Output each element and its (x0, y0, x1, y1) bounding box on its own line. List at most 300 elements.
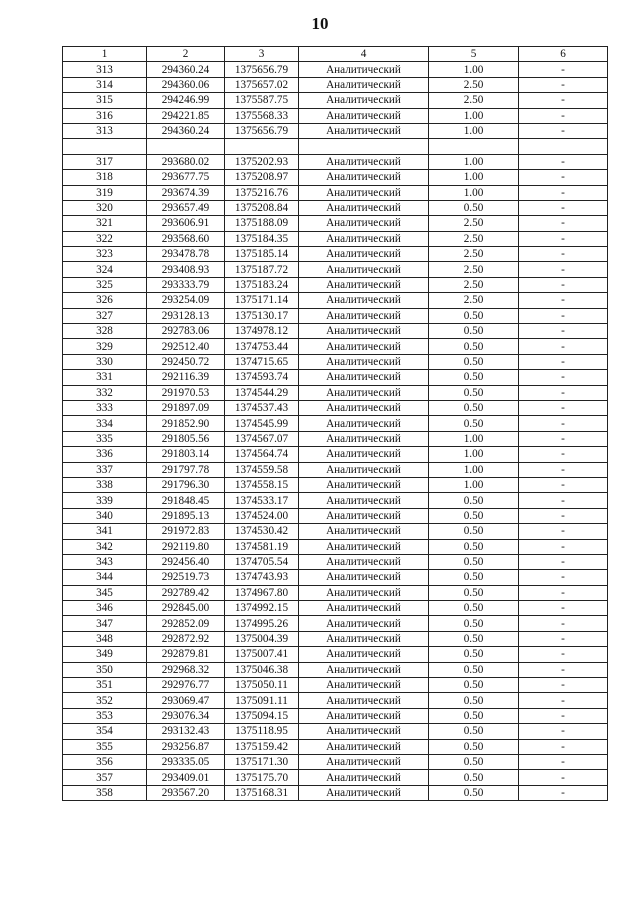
y-coordinate-cell: 1374524.00 (225, 508, 299, 523)
point-number-cell: 345 (63, 585, 147, 600)
column-header: 4 (299, 47, 429, 62)
accuracy-cell: 0.50 (429, 324, 519, 339)
point-number-cell: 330 (63, 354, 147, 369)
point-number-cell: 322 (63, 231, 147, 246)
table-row (63, 477, 608, 492)
description-cell: - (519, 308, 608, 323)
description-cell: - (519, 370, 608, 385)
y-coordinate-cell: 1375185.14 (225, 247, 299, 262)
table-row (63, 293, 608, 308)
table-row (63, 447, 608, 462)
y-coordinate-cell: 1375208.97 (225, 170, 299, 185)
point-number-cell: 317 (63, 154, 147, 169)
accuracy-cell: 2.50 (429, 262, 519, 277)
y-coordinate-cell: 1375171.30 (225, 754, 299, 769)
accuracy-cell: 2.50 (429, 277, 519, 292)
accuracy-cell: 0.50 (429, 370, 519, 385)
table-row (63, 185, 608, 200)
method-cell: Аналитический (299, 93, 429, 108)
x-coordinate-cell: 292783.06 (147, 324, 225, 339)
method-cell: Аналитический (299, 154, 429, 169)
column-header: 6 (519, 47, 608, 62)
description-cell: - (519, 631, 608, 646)
method-cell: Аналитический (299, 431, 429, 446)
table-row (63, 339, 608, 354)
accuracy-cell: 0.50 (429, 554, 519, 569)
description-cell: - (519, 185, 608, 200)
accuracy-cell: 1.00 (429, 185, 519, 200)
description-cell: - (519, 400, 608, 415)
accuracy-cell: 1.00 (429, 447, 519, 462)
y-coordinate-cell: 1375007.41 (225, 647, 299, 662)
y-coordinate-cell: 1375188.09 (225, 216, 299, 231)
method-cell: Аналитический (299, 585, 429, 600)
header-row (63, 47, 608, 62)
accuracy-cell: 2.50 (429, 293, 519, 308)
description-cell: - (519, 293, 608, 308)
x-coordinate-cell: 293128.13 (147, 308, 225, 323)
accuracy-cell: 1.00 (429, 108, 519, 123)
method-cell: Аналитический (299, 416, 429, 431)
point-number-cell: 346 (63, 601, 147, 616)
method-cell: Аналитический (299, 62, 429, 77)
y-coordinate-cell: 1375159.42 (225, 739, 299, 754)
table-row (63, 93, 608, 108)
point-number-cell: 314 (63, 77, 147, 92)
x-coordinate-cell: 291803.14 (147, 447, 225, 462)
accuracy-cell: 0.50 (429, 539, 519, 554)
description-cell: - (519, 647, 608, 662)
accuracy-cell: 0.50 (429, 647, 519, 662)
y-coordinate-cell: 1374567.07 (225, 431, 299, 446)
point-number-cell: 343 (63, 554, 147, 569)
point-number-cell: 334 (63, 416, 147, 431)
description-cell: - (519, 154, 608, 169)
point-number-cell: 347 (63, 616, 147, 631)
description-cell: - (519, 739, 608, 754)
x-coordinate-cell: 291848.45 (147, 493, 225, 508)
column-header: 3 (225, 47, 299, 62)
x-coordinate-cell: 294360.24 (147, 123, 225, 138)
x-coordinate-cell: 293408.93 (147, 262, 225, 277)
method-cell: Аналитический (299, 447, 429, 462)
point-number-cell: 335 (63, 431, 147, 446)
x-coordinate-cell: 294360.06 (147, 77, 225, 92)
accuracy-cell: 0.50 (429, 785, 519, 800)
description-cell: - (519, 123, 608, 138)
y-coordinate-cell: 1375216.76 (225, 185, 299, 200)
y-coordinate-cell: 1374995.26 (225, 616, 299, 631)
table-row (63, 324, 608, 339)
point-number-cell: 333 (63, 400, 147, 415)
accuracy-cell: 1.00 (429, 154, 519, 169)
x-coordinate-cell: 291970.53 (147, 385, 225, 400)
description-cell: - (519, 708, 608, 723)
point-number-cell: 319 (63, 185, 147, 200)
x-coordinate-cell: 292852.09 (147, 616, 225, 631)
accuracy-cell: 0.50 (429, 385, 519, 400)
table-row (63, 739, 608, 754)
point-number-cell: 336 (63, 447, 147, 462)
table-row (63, 647, 608, 662)
description-cell: - (519, 601, 608, 616)
description-cell: - (519, 200, 608, 215)
description-cell (519, 139, 608, 154)
description-cell: - (519, 77, 608, 92)
x-coordinate-cell: 294360.24 (147, 62, 225, 77)
point-number-cell: 344 (63, 570, 147, 585)
point-number-cell: 348 (63, 631, 147, 646)
accuracy-cell: 0.50 (429, 631, 519, 646)
table-row (63, 724, 608, 739)
x-coordinate-cell: 293677.75 (147, 170, 225, 185)
method-cell: Аналитический (299, 385, 429, 400)
method-cell: Аналитический (299, 354, 429, 369)
table-row (63, 601, 608, 616)
point-number-cell: 353 (63, 708, 147, 723)
x-coordinate-cell: 293254.09 (147, 293, 225, 308)
y-coordinate-cell: 1375046.38 (225, 662, 299, 677)
description-cell: - (519, 324, 608, 339)
y-coordinate-cell: 1375657.02 (225, 77, 299, 92)
accuracy-cell: 0.50 (429, 601, 519, 616)
page-number: 10 (311, 14, 329, 33)
method-cell: Аналитический (299, 524, 429, 539)
x-coordinate-cell: 293069.47 (147, 693, 225, 708)
description-cell: - (519, 493, 608, 508)
table-row (63, 631, 608, 646)
x-coordinate-cell: 292456.40 (147, 554, 225, 569)
method-cell: Аналитический (299, 739, 429, 754)
x-coordinate-cell: 293335.05 (147, 754, 225, 769)
method-cell: Аналитический (299, 108, 429, 123)
method-cell: Аналитический (299, 493, 429, 508)
accuracy-cell: 0.50 (429, 416, 519, 431)
description-cell: - (519, 524, 608, 539)
accuracy-cell: 2.50 (429, 231, 519, 246)
accuracy-cell: 1.00 (429, 431, 519, 446)
accuracy-cell: 2.50 (429, 216, 519, 231)
table-row (63, 539, 608, 554)
accuracy-cell: 0.50 (429, 524, 519, 539)
method-cell: Аналитический (299, 262, 429, 277)
method-cell: Аналитический (299, 277, 429, 292)
y-coordinate-cell: 1374992.15 (225, 601, 299, 616)
method-cell: Аналитический (299, 400, 429, 415)
x-coordinate-cell: 291797.78 (147, 462, 225, 477)
x-coordinate-cell: 293568.60 (147, 231, 225, 246)
point-number-cell: 351 (63, 678, 147, 693)
accuracy-cell (429, 139, 519, 154)
method-cell: Аналитический (299, 508, 429, 523)
table-row (63, 308, 608, 323)
description-cell: - (519, 93, 608, 108)
coordinates-table (62, 46, 608, 801)
accuracy-cell: 0.50 (429, 616, 519, 631)
point-number-cell (63, 139, 147, 154)
table-row (63, 108, 608, 123)
point-number-cell: 331 (63, 370, 147, 385)
accuracy-cell: 0.50 (429, 754, 519, 769)
accuracy-cell: 0.50 (429, 354, 519, 369)
accuracy-cell: 0.50 (429, 508, 519, 523)
table-row (63, 524, 608, 539)
description-cell: - (519, 231, 608, 246)
point-number-cell: 357 (63, 770, 147, 785)
method-cell: Аналитический (299, 539, 429, 554)
point-number-cell: 358 (63, 785, 147, 800)
method-cell: Аналитический (299, 77, 429, 92)
table-row (63, 370, 608, 385)
table-row (63, 462, 608, 477)
x-coordinate-cell: 292968.32 (147, 662, 225, 677)
x-coordinate-cell: 291972.83 (147, 524, 225, 539)
description-cell: - (519, 477, 608, 492)
table-row (63, 354, 608, 369)
accuracy-cell: 0.50 (429, 693, 519, 708)
point-number-cell: 355 (63, 739, 147, 754)
table-row (63, 200, 608, 215)
y-coordinate-cell: 1375587.75 (225, 93, 299, 108)
description-cell: - (519, 462, 608, 477)
x-coordinate-cell: 293606.91 (147, 216, 225, 231)
accuracy-cell: 0.50 (429, 400, 519, 415)
accuracy-cell: 0.50 (429, 585, 519, 600)
y-coordinate-cell: 1374530.42 (225, 524, 299, 539)
point-number-cell: 338 (63, 477, 147, 492)
description-cell: - (519, 262, 608, 277)
accuracy-cell: 0.50 (429, 739, 519, 754)
y-coordinate-cell: 1375568.33 (225, 108, 299, 123)
description-cell: - (519, 693, 608, 708)
description-cell: - (519, 770, 608, 785)
accuracy-cell: 0.50 (429, 678, 519, 693)
point-number-cell: 316 (63, 108, 147, 123)
x-coordinate-cell: 291897.09 (147, 400, 225, 415)
method-cell: Аналитический (299, 170, 429, 185)
description-cell: - (519, 277, 608, 292)
point-number-cell: 326 (63, 293, 147, 308)
accuracy-cell: 2.50 (429, 93, 519, 108)
y-coordinate-cell: 1374533.17 (225, 493, 299, 508)
point-number-cell: 315 (63, 93, 147, 108)
method-cell: Аналитический (299, 724, 429, 739)
point-number-cell: 350 (63, 662, 147, 677)
method-cell: Аналитический (299, 324, 429, 339)
table-row (63, 139, 608, 154)
point-number-cell: 340 (63, 508, 147, 523)
description-cell: - (519, 339, 608, 354)
y-coordinate-cell: 1375130.17 (225, 308, 299, 323)
table-row (63, 154, 608, 169)
point-number-cell: 341 (63, 524, 147, 539)
column-header: 2 (147, 47, 225, 62)
method-cell: Аналитический (299, 554, 429, 569)
accuracy-cell: 0.50 (429, 708, 519, 723)
description-cell: - (519, 539, 608, 554)
column-header: 5 (429, 47, 519, 62)
point-number-cell: 324 (63, 262, 147, 277)
table-row (63, 570, 608, 585)
method-cell: Аналитический (299, 123, 429, 138)
method-cell: Аналитический (299, 708, 429, 723)
x-coordinate-cell: 292872.92 (147, 631, 225, 646)
x-coordinate-cell: 292450.72 (147, 354, 225, 369)
description-cell: - (519, 724, 608, 739)
description-cell: - (519, 754, 608, 769)
x-coordinate-cell: 294221.85 (147, 108, 225, 123)
x-coordinate-cell: 291796.30 (147, 477, 225, 492)
y-coordinate-cell: 1374743.93 (225, 570, 299, 585)
point-number-cell: 325 (63, 277, 147, 292)
description-cell: - (519, 662, 608, 677)
table-row (63, 231, 608, 246)
method-cell: Аналитический (299, 231, 429, 246)
table-row (63, 77, 608, 92)
method-cell: Аналитический (299, 754, 429, 769)
y-coordinate-cell: 1374593.74 (225, 370, 299, 385)
table-row (63, 785, 608, 800)
x-coordinate-cell: 292879.81 (147, 647, 225, 662)
y-coordinate-cell: 1375050.11 (225, 678, 299, 693)
method-cell: Аналитический (299, 462, 429, 477)
y-coordinate-cell: 1375004.39 (225, 631, 299, 646)
method-cell: Аналитический (299, 616, 429, 631)
accuracy-cell: 0.50 (429, 493, 519, 508)
y-coordinate-cell: 1374564.74 (225, 447, 299, 462)
point-number-cell: 352 (63, 693, 147, 708)
accuracy-cell: 1.00 (429, 123, 519, 138)
point-number-cell: 329 (63, 339, 147, 354)
x-coordinate-cell: 292116.39 (147, 370, 225, 385)
accuracy-cell: 1.00 (429, 477, 519, 492)
accuracy-cell: 0.50 (429, 570, 519, 585)
table-row (63, 754, 608, 769)
x-coordinate-cell: 292512.40 (147, 339, 225, 354)
method-cell (299, 139, 429, 154)
table-row (63, 508, 608, 523)
x-coordinate-cell: 291852.90 (147, 416, 225, 431)
table-row (63, 216, 608, 231)
x-coordinate-cell (147, 139, 225, 154)
point-number-cell: 328 (63, 324, 147, 339)
method-cell: Аналитический (299, 570, 429, 585)
y-coordinate-cell: 1375183.24 (225, 277, 299, 292)
description-cell: - (519, 62, 608, 77)
x-coordinate-cell: 293680.02 (147, 154, 225, 169)
x-coordinate-cell: 293567.20 (147, 785, 225, 800)
method-cell: Аналитический (299, 601, 429, 616)
point-number-cell: 313 (63, 123, 147, 138)
point-number-cell: 354 (63, 724, 147, 739)
description-cell: - (519, 554, 608, 569)
method-cell: Аналитический (299, 647, 429, 662)
description-cell: - (519, 385, 608, 400)
y-coordinate-cell: 1374581.19 (225, 539, 299, 554)
table-row (63, 247, 608, 262)
y-coordinate-cell: 1375175.70 (225, 770, 299, 785)
point-number-cell: 327 (63, 308, 147, 323)
accuracy-cell: 2.50 (429, 247, 519, 262)
description-cell: - (519, 616, 608, 631)
table-row (63, 277, 608, 292)
method-cell: Аналитический (299, 631, 429, 646)
point-number-cell: 356 (63, 754, 147, 769)
x-coordinate-cell: 292976.77 (147, 678, 225, 693)
x-coordinate-cell: 292519.73 (147, 570, 225, 585)
description-cell: - (519, 170, 608, 185)
x-coordinate-cell: 293657.49 (147, 200, 225, 215)
description-cell: - (519, 785, 608, 800)
y-coordinate-cell: 1374967.80 (225, 585, 299, 600)
y-coordinate-cell: 1375208.84 (225, 200, 299, 215)
accuracy-cell: 1.00 (429, 462, 519, 477)
table-row (63, 662, 608, 677)
table-row (63, 385, 608, 400)
y-coordinate-cell: 1374545.99 (225, 416, 299, 431)
table-row (63, 262, 608, 277)
description-cell: - (519, 108, 608, 123)
point-number-cell: 342 (63, 539, 147, 554)
y-coordinate-cell: 1375091.11 (225, 693, 299, 708)
table-row (63, 616, 608, 631)
method-cell: Аналитический (299, 770, 429, 785)
y-coordinate-cell: 1374705.54 (225, 554, 299, 569)
x-coordinate-cell: 293132.43 (147, 724, 225, 739)
y-coordinate-cell: 1374558.15 (225, 477, 299, 492)
description-cell: - (519, 216, 608, 231)
description-cell: - (519, 354, 608, 369)
y-coordinate-cell: 1375094.15 (225, 708, 299, 723)
point-number-cell: 337 (63, 462, 147, 477)
column-header: 1 (63, 47, 147, 62)
table-row (63, 585, 608, 600)
method-cell: Аналитический (299, 785, 429, 800)
y-coordinate-cell: 1374537.43 (225, 400, 299, 415)
point-number-cell: 321 (63, 216, 147, 231)
table-row (63, 770, 608, 785)
y-coordinate-cell: 1374753.44 (225, 339, 299, 354)
method-cell: Аналитический (299, 308, 429, 323)
x-coordinate-cell: 293333.79 (147, 277, 225, 292)
method-cell: Аналитический (299, 693, 429, 708)
table-header (63, 47, 608, 62)
point-number-cell: 313 (63, 62, 147, 77)
method-cell: Аналитический (299, 370, 429, 385)
accuracy-cell: 1.00 (429, 62, 519, 77)
point-number-cell: 323 (63, 247, 147, 262)
y-coordinate-cell: 1375168.31 (225, 785, 299, 800)
table-row (63, 431, 608, 446)
description-cell: - (519, 570, 608, 585)
accuracy-cell: 0.50 (429, 770, 519, 785)
method-cell: Аналитический (299, 293, 429, 308)
x-coordinate-cell: 292845.00 (147, 601, 225, 616)
y-coordinate-cell (225, 139, 299, 154)
description-cell: - (519, 585, 608, 600)
x-coordinate-cell: 293409.01 (147, 770, 225, 785)
description-cell: - (519, 431, 608, 446)
y-coordinate-cell: 1375118.95 (225, 724, 299, 739)
description-cell: - (519, 416, 608, 431)
y-coordinate-cell: 1375171.14 (225, 293, 299, 308)
method-cell: Аналитический (299, 247, 429, 262)
point-number-cell: 320 (63, 200, 147, 215)
accuracy-cell: 0.50 (429, 200, 519, 215)
x-coordinate-cell: 291805.56 (147, 431, 225, 446)
point-number-cell: 318 (63, 170, 147, 185)
table-row (63, 708, 608, 723)
